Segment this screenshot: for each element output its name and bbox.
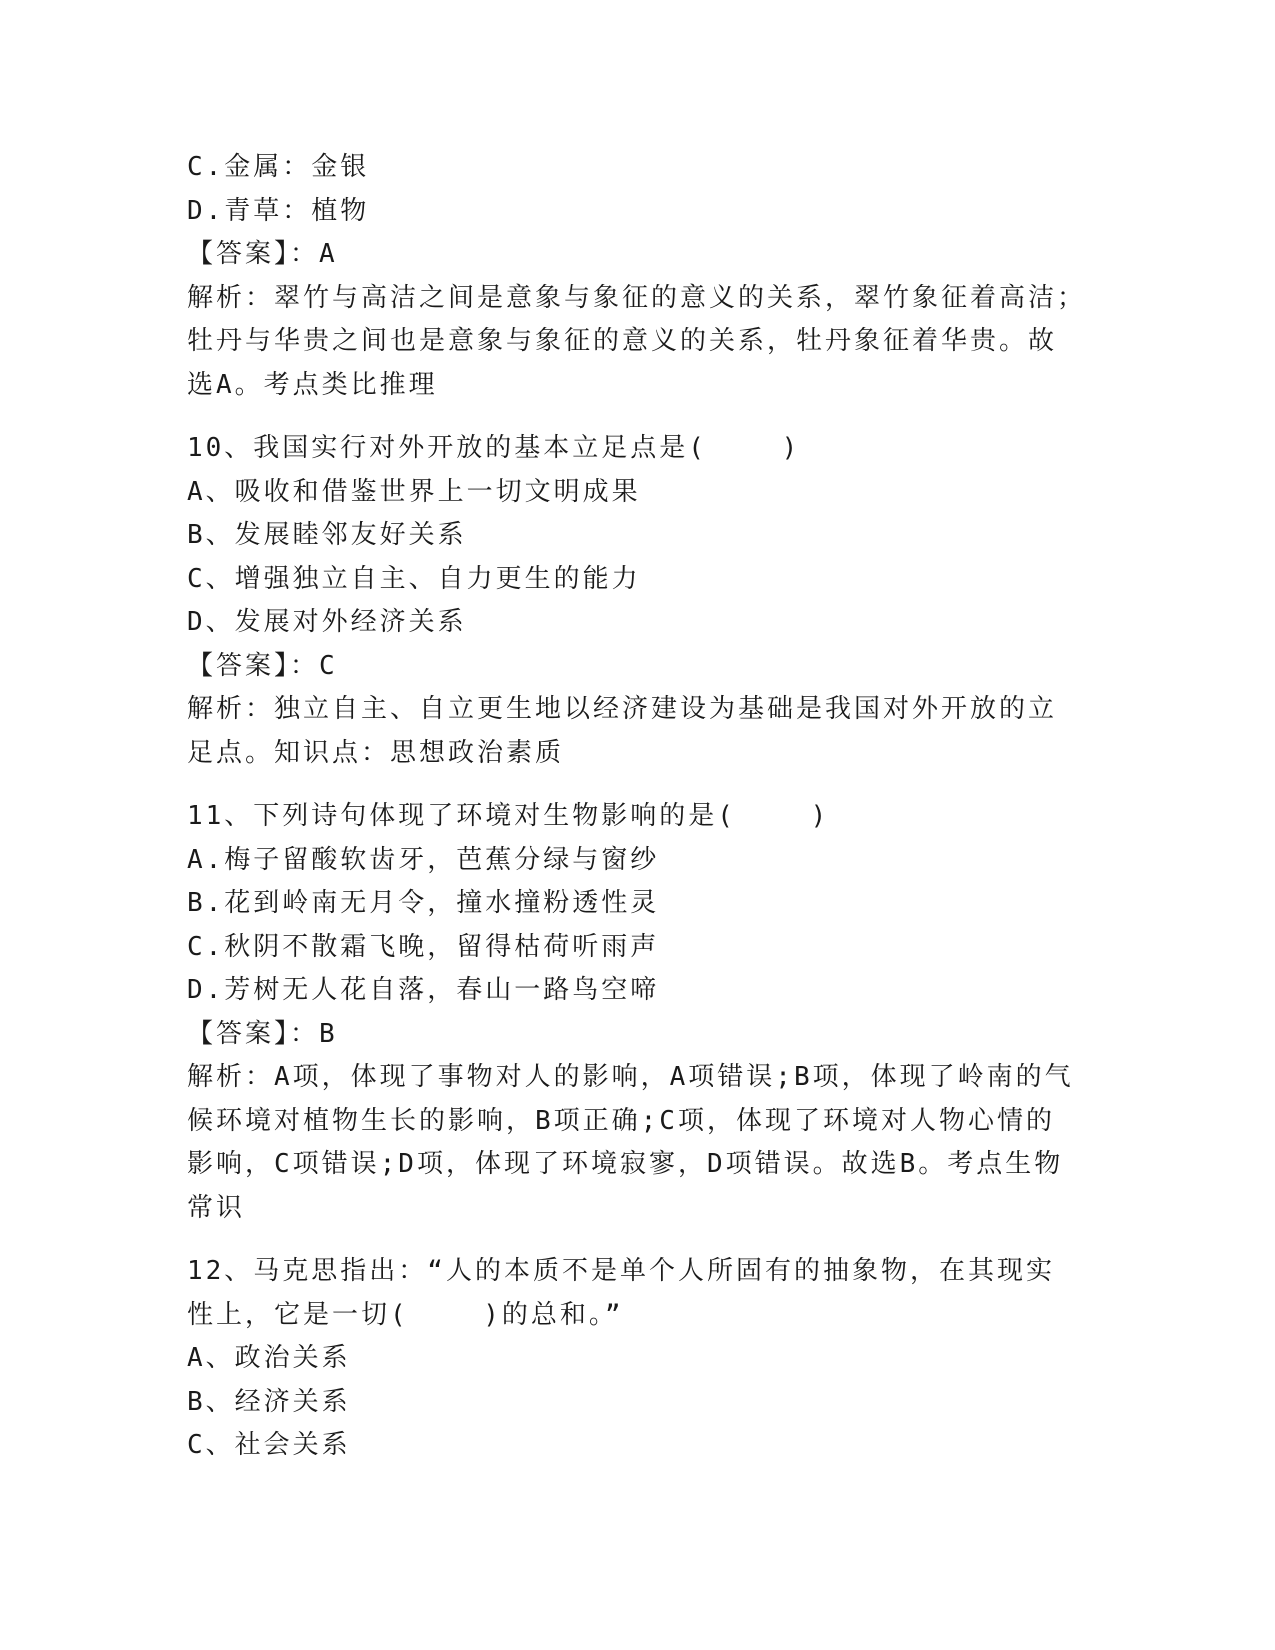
q10-question: 10、我国实行对外开放的基本立足点是( ) [187, 433, 801, 463]
q10-option-c: C、增强独立自主、自力更生的能力 [187, 563, 641, 594]
q12-question-line: 性上，它是一切( )的总和。” [187, 1299, 624, 1330]
q11-answer: 【答案】：B [187, 1018, 338, 1049]
q10-option-d: D、发展对外经济关系 [187, 607, 467, 637]
spacer [187, 1230, 1087, 1250]
q9-option-c: C.金属：金银 [187, 152, 370, 182]
q11-explanation-line: 常识 [187, 1192, 246, 1223]
q9-explanation-line: 选A。考点类比推理 [187, 369, 438, 400]
q12-option-a: A、政治关系 [187, 1343, 351, 1373]
q9-option-d: D.青草：植物 [187, 195, 370, 226]
spacer [187, 407, 1087, 427]
q10-option-b: B、发展睦邻友好关系 [187, 520, 467, 550]
q9-explanation-line: 牡丹与华贵之间也是意象与象征的意义的关系，牡丹象征着华贵。故 [187, 326, 1058, 356]
q9-explanation-line: 解析：翠竹与高洁之间是意象与象征的意义的关系，翠竹象征着高洁； [187, 282, 1087, 313]
page-content [187, 146, 1087, 1468]
q11-explanation-line: 解析：A项，体现了事物对人的影响，A项错误;B项，体现了岭南的气 [187, 1062, 1074, 1092]
q12-option-c: C、社会关系 [187, 1430, 351, 1460]
q10-option-a: A、吸收和借鉴世界上一切文明成果 [187, 476, 641, 507]
q10-explanation-line: 足点。知识点：思想政治素质 [187, 737, 565, 768]
q11-question: 11、下列诗句体现了环境对生物影响的是( ) [187, 801, 830, 831]
q9-answer: 【答案】：A [187, 239, 338, 269]
q11-option-d: D.芳树无人花自落，春山一路鸟空啼 [187, 975, 660, 1005]
spacer [187, 775, 1087, 795]
q10-answer: 【答案】：C [187, 650, 338, 681]
q11-explanation-line: 影响，C项错误;D项，体现了环境寂寥，D项错误。故选B。考点生物 [187, 1149, 1064, 1179]
q12-question-line: 12、马克思指出：“人的本质不是单个人所固有的抽象物，在其现实 [187, 1256, 1055, 1286]
q12-option-b: B、经济关系 [187, 1386, 351, 1417]
q11-option-c: C.秋阴不散霜飞晚，留得枯荷听雨声 [187, 931, 660, 962]
q10-explanation-line: 解析：独立自主、自立更生地以经济建设为基础是我国对外开放的立 [187, 694, 1058, 724]
q11-option-a: A.梅子留酸软齿牙，芭蕉分绿与窗纱 [187, 844, 660, 875]
q11-option-b: B.花到岭南无月令，撞水撞粉透性灵 [187, 888, 660, 918]
q11-explanation-line: 候环境对植物生长的影响，B项正确;C项，体现了环境对人物心情的 [187, 1105, 1055, 1136]
